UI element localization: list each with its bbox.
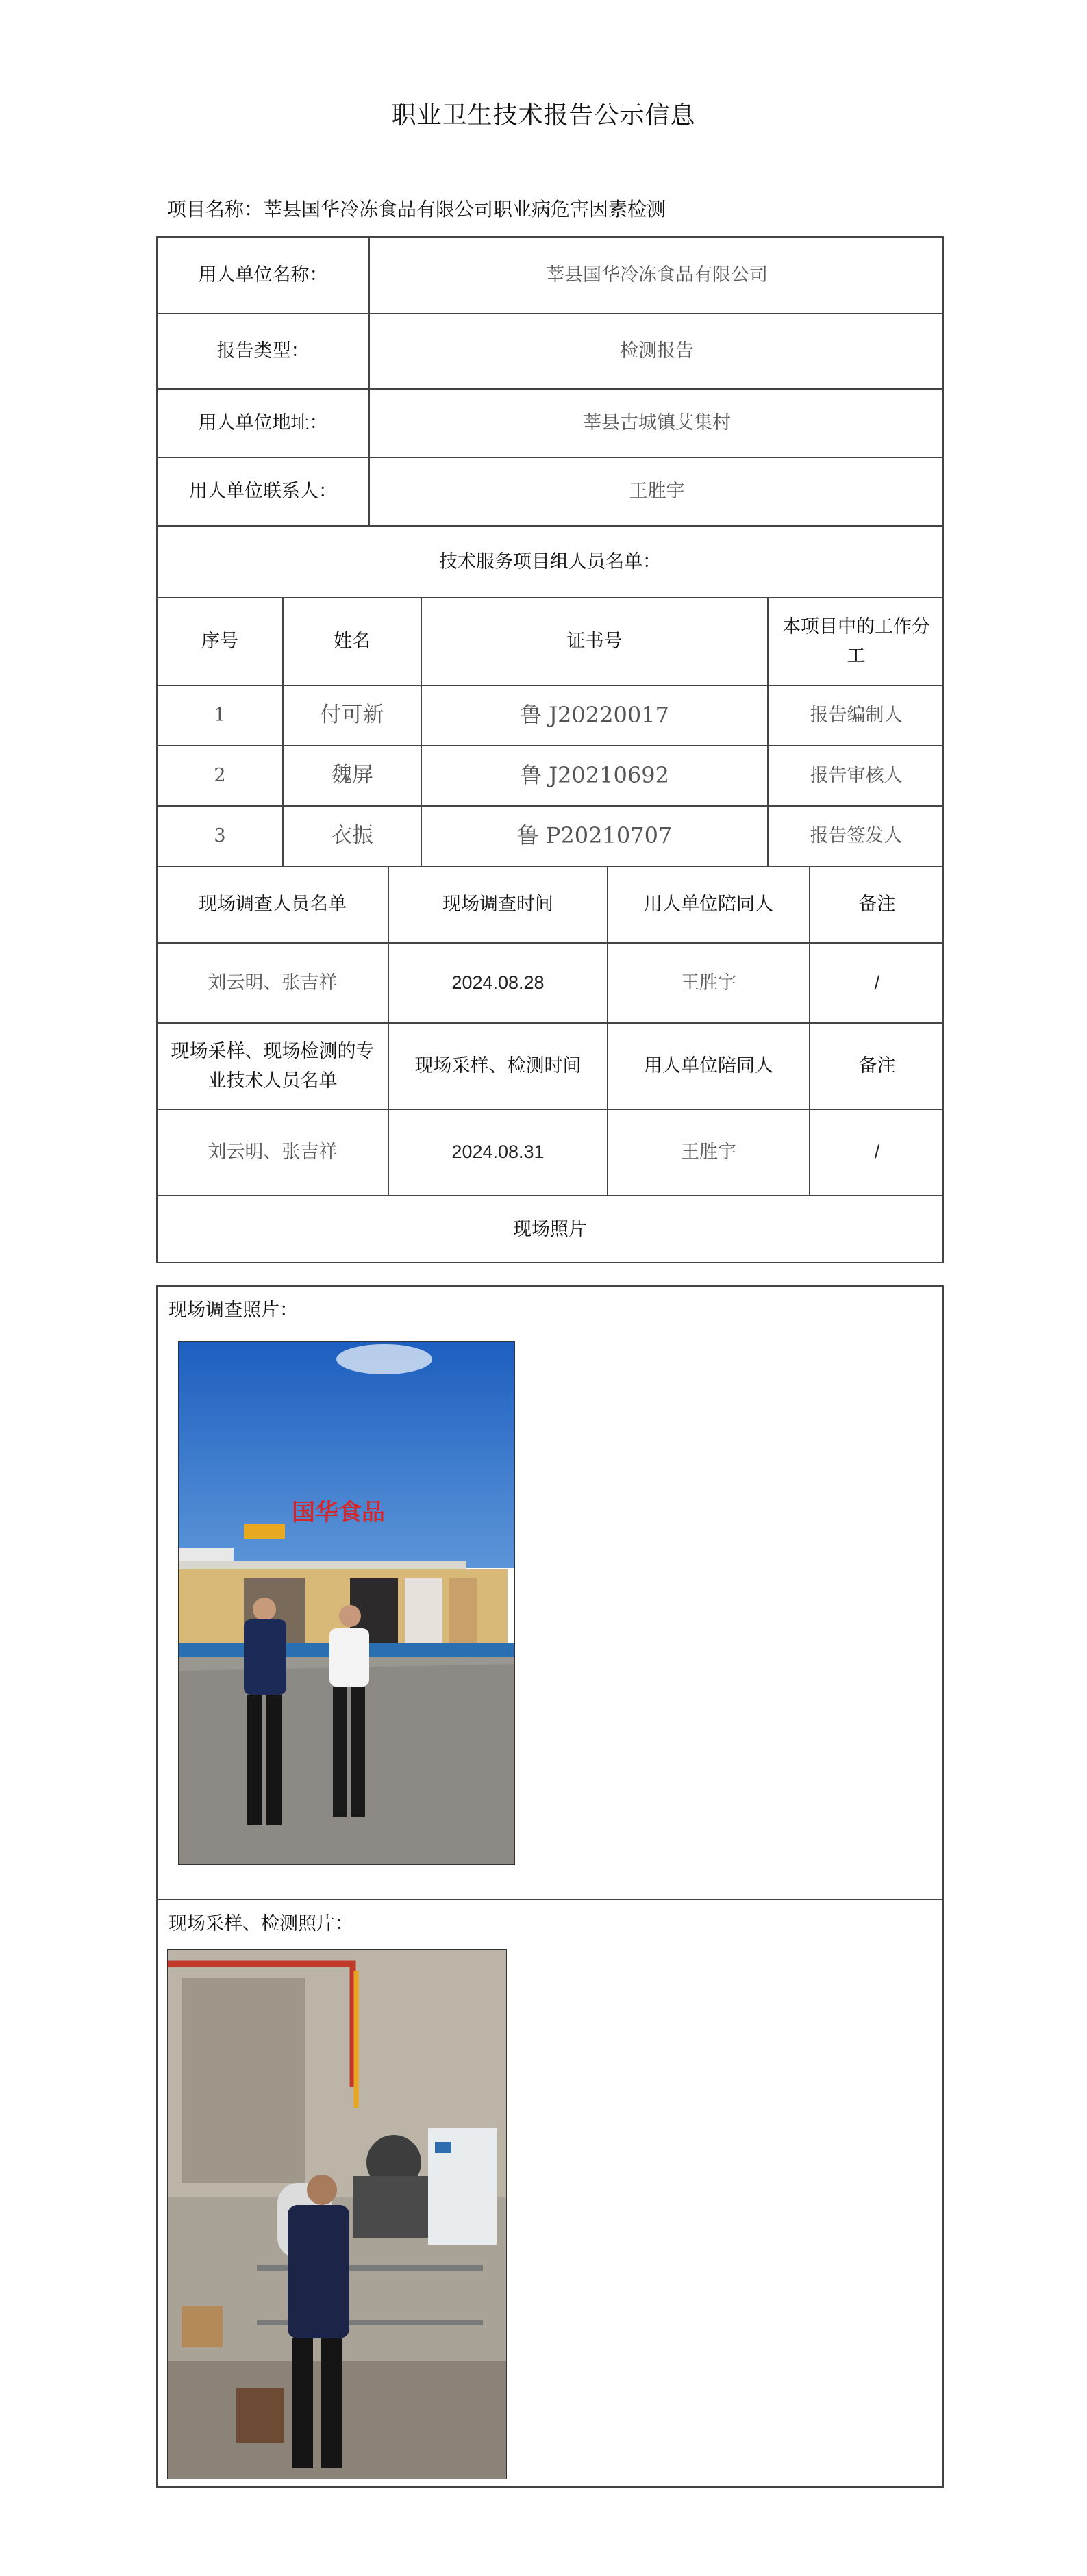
survey-header-note: 备注 bbox=[809, 867, 944, 942]
team-row-no: 2 bbox=[214, 765, 226, 787]
photos-heading-row bbox=[158, 1195, 942, 1263]
address-value: 莘县古城镇艾集村 bbox=[368, 390, 944, 457]
team-row bbox=[158, 805, 942, 866]
survey-staff: 刘云明、张吉祥 bbox=[208, 972, 338, 994]
contact-row bbox=[158, 457, 942, 525]
sampling-header-escort: 用人单位陪同人 bbox=[607, 1024, 809, 1109]
team-row-role: 报告审核人 bbox=[767, 746, 944, 805]
address-row bbox=[158, 388, 942, 457]
sampling-photo-section bbox=[156, 1899, 944, 2488]
survey-header-row bbox=[158, 866, 942, 942]
photo-sign-text: 国华食品 bbox=[292, 1499, 385, 1526]
team-header-role: 本项目中的工作分工 bbox=[767, 598, 944, 685]
team-row-name: 付可新 bbox=[282, 686, 421, 745]
team-row-cert: 鲁 J20210692 bbox=[421, 746, 767, 805]
page-title: 职业卫生技术报告公示信息 bbox=[391, 101, 696, 129]
sampling-note: / bbox=[809, 1110, 944, 1195]
survey-photo bbox=[178, 1341, 515, 1865]
survey-header-staff: 现场调查人员名单 bbox=[199, 894, 347, 916]
survey-note: / bbox=[809, 944, 944, 1022]
team-row-cert: 鲁 P20210707 bbox=[421, 807, 767, 866]
team-header-row bbox=[158, 597, 942, 685]
sampling-header-staff: 现场采样、现场检测的专业技术人员名单 bbox=[171, 1040, 375, 1091]
info-table bbox=[156, 236, 944, 1263]
survey-row bbox=[158, 942, 942, 1022]
team-row-no: 3 bbox=[214, 825, 226, 847]
team-row-role: 报告编制人 bbox=[767, 686, 944, 745]
team-row-cert: 鲁 J20220017 bbox=[421, 686, 767, 745]
survey-header-escort: 用人单位陪同人 bbox=[607, 867, 809, 942]
team-row-name: 衣振 bbox=[282, 807, 421, 866]
survey-photo-label: 现场调查照片： bbox=[168, 1300, 298, 1321]
contact-value: 王胜宇 bbox=[368, 458, 944, 525]
unit-name-value: 莘县国华冷冻食品有限公司 bbox=[368, 238, 944, 313]
sampling-photo-label: 现场采样、检测照片： bbox=[168, 1913, 353, 1934]
team-row-no: 1 bbox=[214, 705, 226, 727]
unit-name-label: 用人单位名称： bbox=[198, 264, 328, 286]
team-header-no: 序号 bbox=[201, 631, 238, 653]
contact-label: 用人单位联系人： bbox=[189, 481, 337, 503]
report-type-value: 检测报告 bbox=[368, 314, 944, 388]
team-heading: 技术服务项目组人员名单： bbox=[439, 551, 661, 572]
unit-name-row bbox=[158, 238, 942, 313]
survey-time: 2024.08.28 bbox=[388, 944, 607, 1022]
report-type-row bbox=[158, 313, 942, 388]
team-row bbox=[158, 745, 942, 805]
sampling-row bbox=[158, 1109, 942, 1195]
sampling-staff: 刘云明、张吉祥 bbox=[208, 1141, 338, 1163]
address-label: 用人单位地址： bbox=[198, 412, 328, 434]
sampling-time: 2024.08.31 bbox=[388, 1110, 607, 1195]
team-header-name: 姓名 bbox=[282, 598, 421, 685]
team-header-cert: 证书号 bbox=[421, 598, 767, 685]
survey-escort: 王胜宇 bbox=[607, 944, 809, 1022]
sampling-header-note: 备注 bbox=[809, 1024, 944, 1109]
team-row-role: 报告签发人 bbox=[767, 807, 944, 866]
sampling-photo bbox=[167, 1949, 507, 2479]
survey-photo-section bbox=[156, 1285, 944, 1900]
sampling-header-time: 现场采样、检测时间 bbox=[388, 1024, 607, 1109]
sampling-escort: 王胜宇 bbox=[607, 1110, 809, 1195]
survey-header-time: 现场调查时间 bbox=[388, 867, 607, 942]
team-row-name: 魏屏 bbox=[282, 746, 421, 805]
project-name: 项目名称：莘县国华冷冻食品有限公司职业病危害因素检测 bbox=[167, 198, 666, 220]
photos-heading: 现场照片 bbox=[513, 1219, 587, 1241]
report-type-label: 报告类型： bbox=[216, 340, 310, 362]
team-row bbox=[158, 685, 942, 745]
sampling-header-row bbox=[158, 1022, 942, 1109]
team-heading-row bbox=[158, 525, 942, 597]
